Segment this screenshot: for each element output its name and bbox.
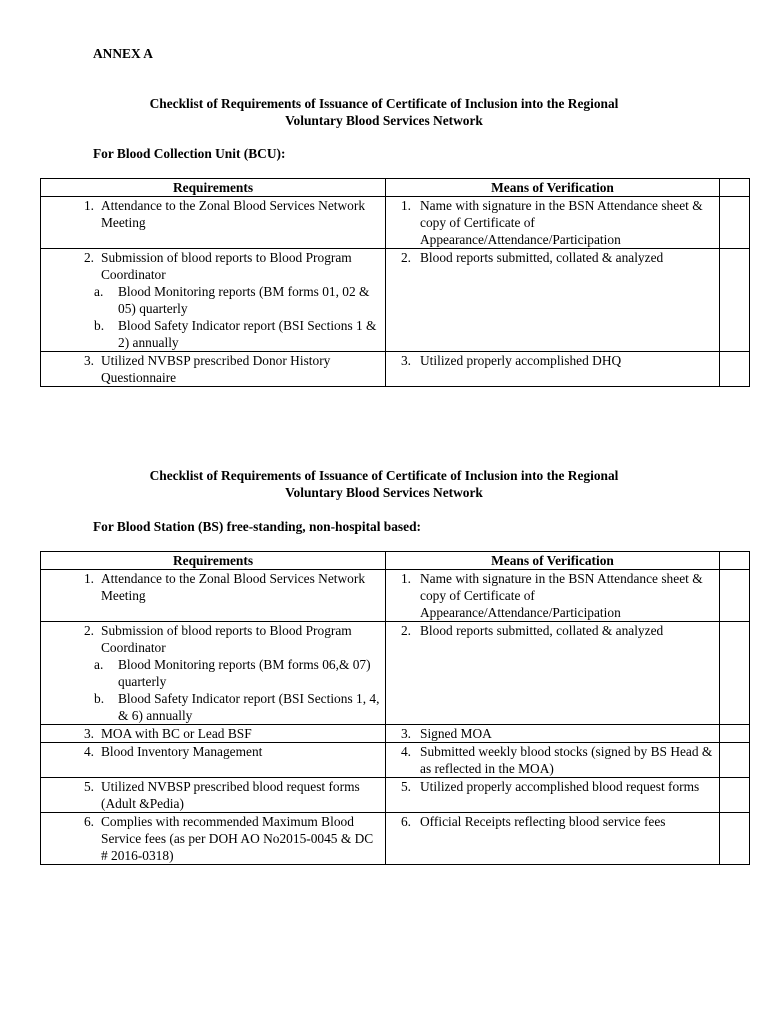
sub-item-text: Blood Safety Indicator report (BSI Sections 1, 4, & 6) annually [118,691,380,723]
section-1-heading-line2: Voluntary Blood Services Network [285,113,483,128]
sub-item-label: a. [94,657,104,672]
item-number: 5. [400,779,411,794]
sub-item-text: Blood Safety Indicator report (BSI Sections 1 & 2) annually [118,318,377,350]
item-number: 2. [400,623,411,638]
item-number: 5. [83,779,94,794]
item-number: 3. [400,353,411,368]
checkbox-cell[interactable] [720,622,750,725]
requirement-text: Attendance to the Zonal Blood Services Network Meeting [101,571,366,603]
table-header-row [41,552,750,570]
item-number: 3. [83,353,94,368]
verification-header: Means of Verification [386,179,720,197]
table-header-row [41,179,750,197]
item-number: 4. [83,744,94,759]
sub-item-text: Blood Monitoring reports (BM forms 01, 02 & 05) quarterly [118,284,370,316]
section-2-heading-line1: Checklist of Requirements of Issuance of Certificate of Inclusion into the Regional [149,468,619,483]
checkbox-cell[interactable] [720,249,750,352]
requirement-cell [41,570,386,622]
verification-text: Utilized properly accomplished DHQ [420,353,622,368]
table-row [41,743,750,778]
section-1-heading-line1: Checklist of Requirements of Issuance of Certificate of Inclusion into the Regional [149,96,619,111]
verification-text: Signed MOA [420,726,492,741]
requirement-cell [41,249,386,352]
table-row [41,778,750,813]
sub-item-label: a. [94,284,104,299]
table-row [41,725,750,743]
item-number: 4. [400,744,411,759]
checkbox-cell[interactable] [720,352,750,387]
requirement-cell [41,352,386,387]
checkbox-cell[interactable] [720,570,750,622]
table-row [41,352,750,387]
verification-cell [386,570,720,622]
item-number: 6. [83,814,94,829]
table-row [41,197,750,249]
requirement-text: Utilized NVBSP prescribed Donor History Questionnaire [101,353,331,385]
checkbox-cell[interactable] [720,197,750,249]
requirement-text: Attendance to the Zonal Blood Services Network Meeting [101,198,366,230]
requirement-text: Submission of blood reports to Blood Program Coordinator [101,250,352,282]
verification-cell [386,249,720,352]
table-row [41,813,750,865]
item-number: 6. [400,814,411,829]
item-number: 3. [400,726,411,741]
sub-item-label: b. [94,318,105,333]
verification-header: Means of Verification [386,552,720,570]
verification-text: Name with signature in the BSN Attendance sheet & copy of Certificate of Appearance/Attendance/Participation [420,198,703,247]
requirement-cell [41,778,386,813]
checkbox-cell[interactable] [720,552,750,570]
table-row [41,249,750,352]
requirement-text: MOA with BC or Lead BSF [101,726,252,741]
verification-cell [386,813,720,865]
verification-text: Blood reports submitted, collated & analyzed [420,623,664,638]
requirement-text: Complies with recommended Maximum Blood Service fees (as per DOH AO No2015-0045 & DC # 2016-0318) [101,814,374,863]
requirements-header: Requirements [41,552,386,570]
verification-text: Name with signature in the BSN Attendance sheet & copy of Certificate of Appearance/Attendance/Participation [420,571,703,620]
item-number: 2. [83,623,94,638]
item-number: 1. [83,198,94,213]
sub-item-label: b. [94,691,105,706]
requirement-cell [41,197,386,249]
checkbox-cell[interactable] [720,813,750,865]
requirement-text: Utilized NVBSP prescribed blood request forms (Adult &Pedia) [101,779,360,811]
sub-item-text: Blood Monitoring reports (BM forms 06,& 07) quarterly [118,657,371,689]
checkbox-cell[interactable] [720,725,750,743]
checkbox-cell[interactable] [720,179,750,197]
section-2-unit-label: For Blood Station (BS) free-standing, non-hospital based: [93,519,421,534]
item-number: 1. [400,571,411,586]
verification-cell [386,622,720,725]
item-number: 1. [83,571,94,586]
verification-text: Blood reports submitted, collated & analyzed [420,250,664,265]
section-1-unit-label: For Blood Collection Unit (BCU): [93,146,286,161]
item-number: 2. [400,250,411,265]
item-number: 1. [400,198,411,213]
bs-requirements-table [40,551,750,865]
verification-text: Utilized properly accomplished blood request forms [420,779,700,794]
requirement-cell [41,813,386,865]
item-number: 2. [83,250,94,265]
requirement-cell [41,725,386,743]
verification-cell [386,352,720,387]
requirements-header: Requirements [41,179,386,197]
verification-cell [386,725,720,743]
verification-cell [386,197,720,249]
table-row [41,622,750,725]
verification-text: Official Receipts reflecting blood service fees [420,814,666,829]
verification-cell [386,778,720,813]
section-1-heading [40,95,728,129]
requirement-text: Submission of blood reports to Blood Program Coordinator [101,623,352,655]
bcu-requirements-table [40,178,750,387]
annex-label: ANNEX A [93,46,153,61]
requirement-text: Blood Inventory Management [101,744,263,759]
checkbox-cell[interactable] [720,743,750,778]
table-row [41,570,750,622]
requirement-cell [41,622,386,725]
requirement-cell [41,743,386,778]
section-2-heading-line2: Voluntary Blood Services Network [285,485,483,500]
checkbox-cell[interactable] [720,778,750,813]
item-number: 3. [83,726,94,741]
verification-cell [386,743,720,778]
verification-text: Submitted weekly blood stocks (signed by BS Head & as reflected in the MOA) [420,744,713,776]
section-2-heading [40,467,728,501]
